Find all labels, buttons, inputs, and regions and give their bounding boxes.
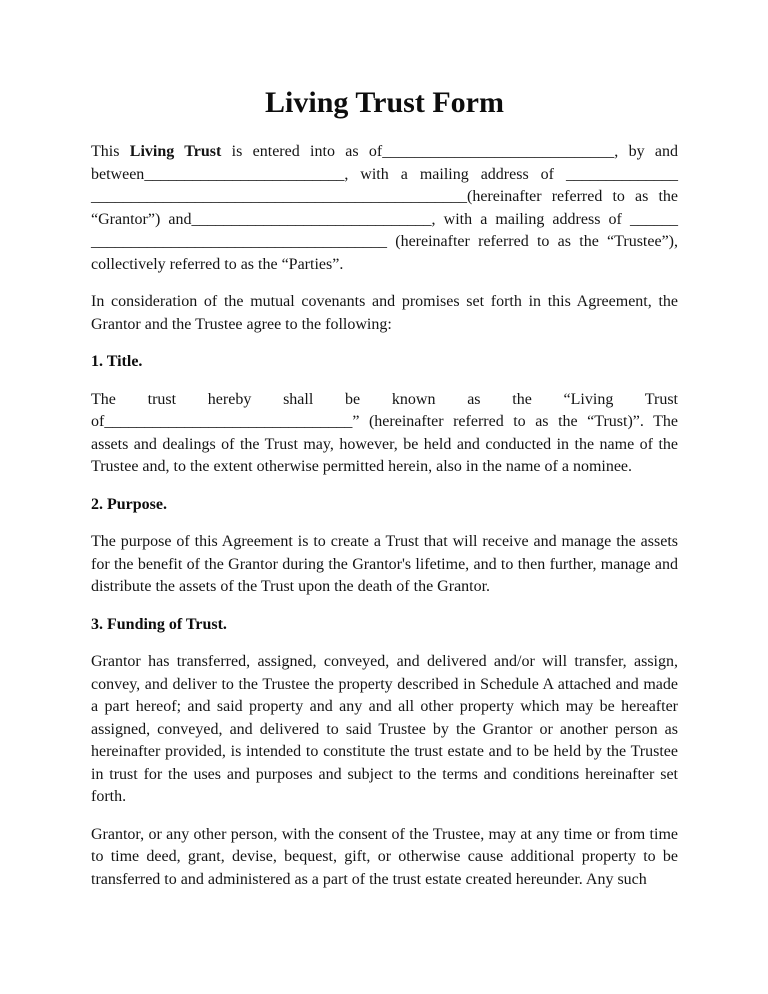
section-1-text-2: ” (hereinafter referred to as the “Trust)”. The assets and dealings of the Trust may, however, be held and conducted in the name of the Trustee and, to the extent otherwise permitted herein, also in the name of a nominee. xyxy=(91,413,678,475)
section-1-heading: 1. Title. xyxy=(91,353,143,370)
blank-grantor-name: _________________________ xyxy=(144,165,345,183)
intro-paragraph xyxy=(91,141,678,276)
intro-text-6: , with a mailing address of xyxy=(431,210,630,228)
page-title: Living Trust Form xyxy=(265,86,504,119)
intro-text-4: , with a mailing address of xyxy=(344,165,566,183)
recitals-paragraph: In consideration of the mutual covenants and promises set forth in this Agreement, the Grantor and the Trustee agree to the following: xyxy=(91,293,678,333)
section-3-paragraph-1: Grantor has transferred, assigned, conveyed, and delivered and/or will transfer, assign, convey, and deliver to the Trustee the property described in Schedule A attached and made a part hereof; and said property and any and all other property which may be hereafter assigned, conveyed, and delivered to said Trustee by the Grantor or another person as hereinafter provided, is intended to constitute the trust estate and to be held by the Trustee in trust for the uses and purposes and subject to the terms and conditions hereinafter set forth. xyxy=(91,653,678,805)
section-2-heading: 2. Purpose. xyxy=(91,495,167,513)
section-1-text-1: The trust hereby shall be known as the “Living Trust of xyxy=(91,390,678,430)
intro-text-7: (hereinafter referred to as the “Trustee”), collectively referred to as the “Parties”. xyxy=(91,233,678,273)
living-trust-bold: Living Trust xyxy=(129,143,222,160)
blank-trust-date: _____________________________ xyxy=(382,143,615,160)
section-3-heading: 3. Funding of Trust. xyxy=(91,615,227,633)
intro-text-5: (hereinafter referred to as the “Grantor”) and xyxy=(91,188,678,228)
blank-grantor-address-1: ______________ xyxy=(566,165,678,183)
section-2-body: The purpose of this Agreement is to create a Trust that will receive and manage the assets for the benefit of the Grantor during the Grantor's lifetime, and to then further, manage and distribute the assets of the Trust upon the death of the Grantor. xyxy=(91,533,678,595)
section-1-body xyxy=(91,389,678,479)
intro-text-3: , by and between xyxy=(91,143,679,183)
blank-trustee-name: ______________________________ xyxy=(191,210,432,228)
intro-text-1: This xyxy=(91,143,130,160)
blank-trustee-address-2: _____________________________________ xyxy=(91,233,387,250)
intro-text-2: is entered into as of xyxy=(221,143,383,160)
blank-trust-name: _______________________________ xyxy=(104,413,353,430)
section-3-paragraph-2: Grantor, or any other person, with the consent of the Trustee, may at any time or from time to time deed, grant, devise, bequest, gift, or otherwise cause additional property to be transferred to and administered as a part of the trust estate created hereunder. Any such xyxy=(91,825,678,888)
blank-trustee-address-1: ______ xyxy=(630,210,678,228)
blank-grantor-address-2: _______________________________________________ xyxy=(91,188,467,205)
